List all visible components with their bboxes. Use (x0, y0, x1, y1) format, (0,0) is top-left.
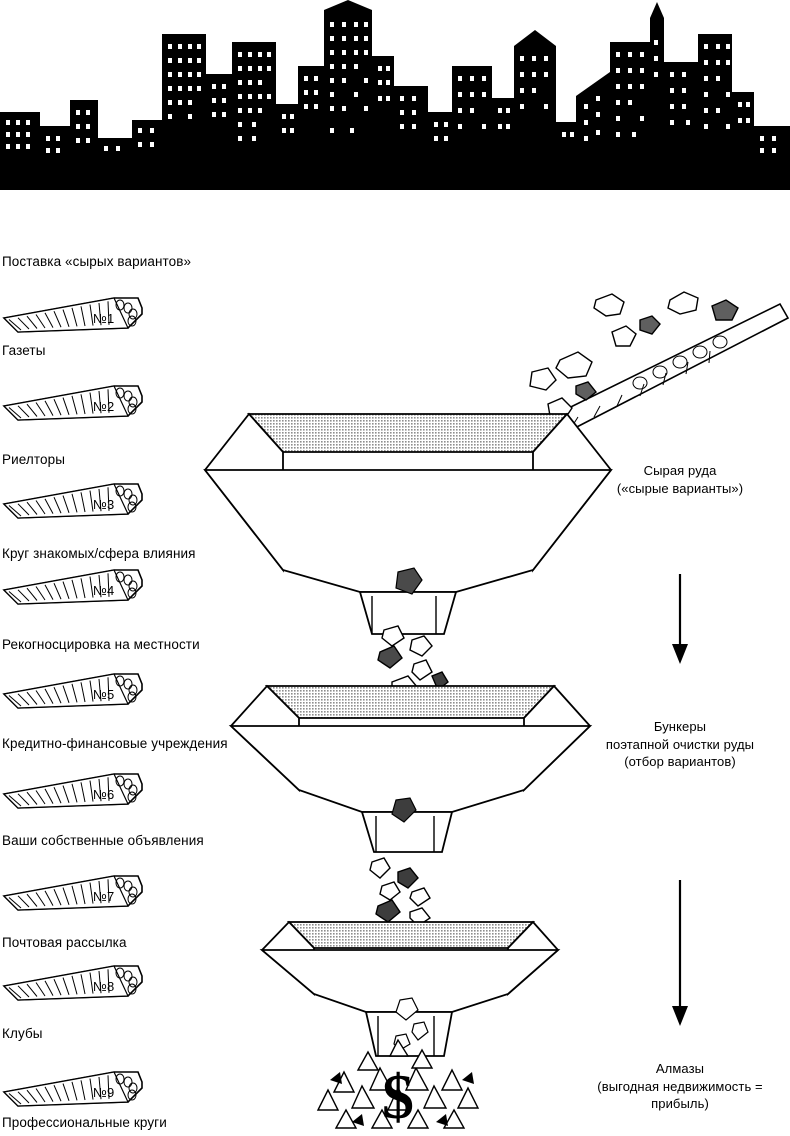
source-belt-8 (4, 966, 142, 1000)
belt-number-1: №1 (93, 311, 115, 326)
belt-number-2: №2 (93, 399, 115, 414)
belt-number-8: №8 (93, 979, 115, 994)
source-belt-7 (4, 876, 142, 910)
stage-label-diamonds-line1: Алмазы (655, 1061, 705, 1076)
stage-label-diamonds (570, 1060, 790, 1113)
stage-label-diamonds-line3: прибыль) (651, 1096, 709, 1112)
stage-arrow-2 (672, 880, 688, 1026)
falling-ore-2 (370, 858, 430, 926)
source-belt-1 (4, 298, 142, 332)
source-label-4: Рекогносцировка на местности (2, 637, 200, 652)
stage-label-bunkers-line1: Бункеры (653, 719, 707, 734)
stage-label-raw-ore-line2: («сырые варианты») (616, 480, 744, 496)
source-belt-5 (4, 674, 142, 708)
belt-number-3: №3 (93, 497, 115, 512)
hopper-stage-3 (262, 922, 558, 1056)
source-label-6: Ваши собственные объявления (2, 833, 204, 848)
stage-label-raw-ore (590, 462, 770, 497)
belt-number-7: №7 (93, 889, 115, 904)
stage-label-bunkers (580, 718, 780, 771)
source-label-7: Почтовая рассылка (2, 935, 127, 950)
stage-arrow-1 (672, 574, 688, 664)
source-belt-9 (4, 1072, 142, 1106)
stage-label-raw-ore-line1: Сырая руда (643, 463, 717, 478)
hopper-stage-2 (231, 686, 590, 852)
source-label-9: Профессиональные круги (2, 1115, 167, 1130)
source-label-8: Клубы (2, 1026, 43, 1041)
source-belt-6 (4, 774, 142, 808)
stage-label-bunkers-line2: поэтапной очистки руды (605, 736, 755, 752)
source-label-2: Риелторы (2, 452, 66, 467)
diamond-pile (318, 1040, 478, 1132)
belt-number-4: №4 (93, 583, 115, 598)
hopper-stage-1 (205, 414, 611, 634)
stage-label-bunkers-line3: (отбор вариантов) (624, 754, 736, 770)
source-list-heading: Поставка «сырых вариантов» (2, 254, 192, 269)
belt-number-5: №5 (93, 687, 115, 702)
source-label-5: Кредитно-финансовые учреждения (2, 736, 228, 751)
stage-label-diamonds-line2: (выгодная недвижимость = (597, 1078, 763, 1094)
belt-number-6: №6 (93, 787, 115, 802)
dollar-symbol: $ (382, 1061, 414, 1132)
source-belt-4 (4, 570, 142, 604)
source-belt-3 (4, 484, 142, 518)
source-label-1: Газеты (2, 343, 46, 358)
source-belt-2 (4, 386, 142, 420)
source-label-3: Круг знакомых/сфера влияния (2, 546, 196, 561)
belt-number-9: №9 (93, 1085, 115, 1100)
